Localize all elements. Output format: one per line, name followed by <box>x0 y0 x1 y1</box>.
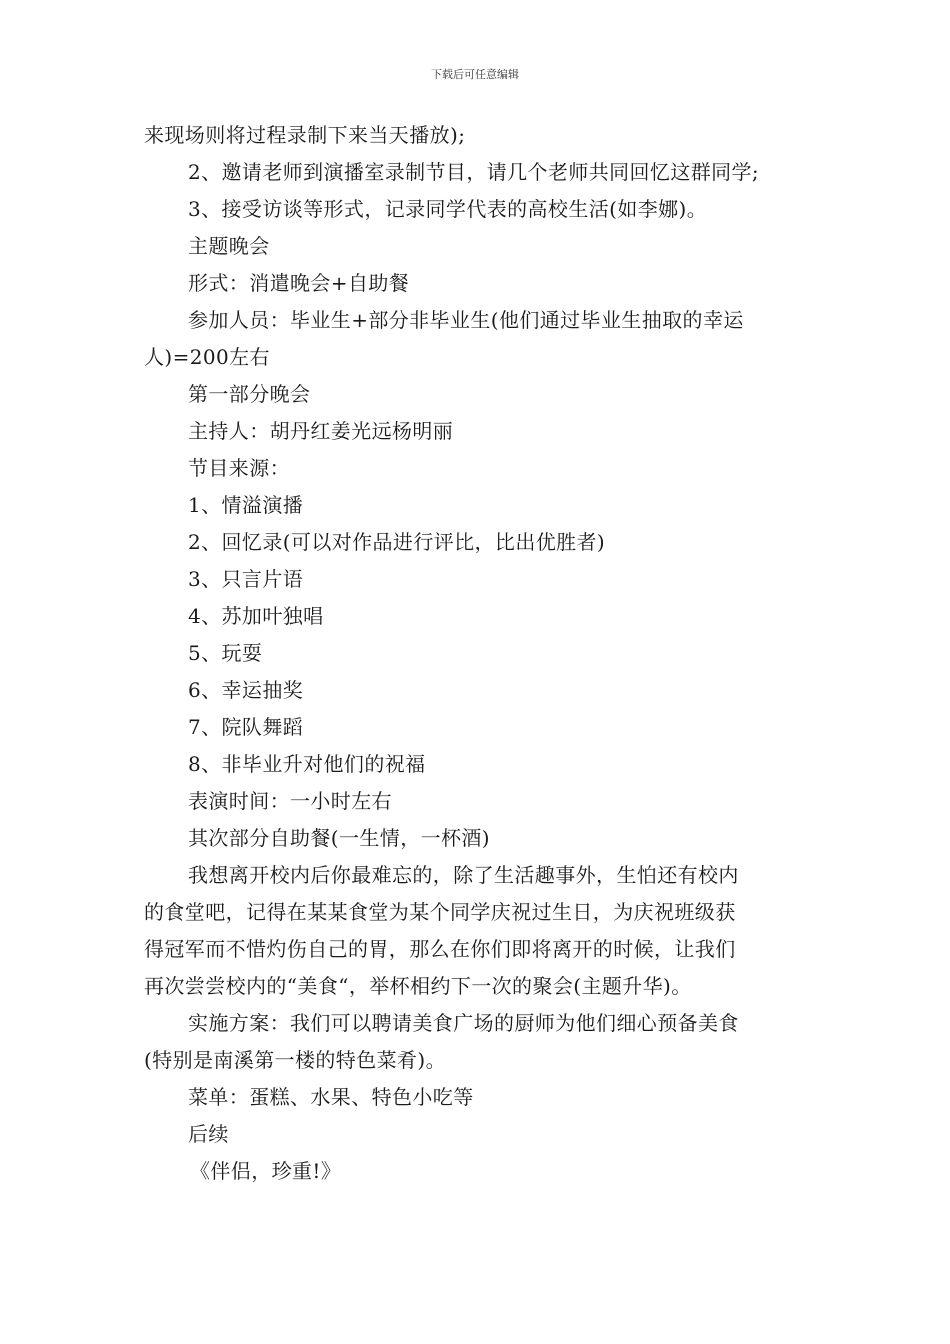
text-line: 主题晚会 <box>188 234 270 258</box>
text-line: 实施方案：我们可以聘请美食广场的厨师为他们细心预备美食 <box>188 1011 739 1035</box>
text-line: 3、只言片语 <box>188 567 304 591</box>
text-line: 主持人：胡丹红姜光远杨明丽 <box>188 419 454 443</box>
text-line: 《伴侣，珍重!》 <box>190 1159 342 1183</box>
text-line: 2、邀请老师到演播室录制节目，请几个老师共同回忆这群同学; <box>188 160 760 184</box>
text-line: 1、情溢演播 <box>188 493 304 517</box>
text-line: 形式：消遣晚会+自助餐 <box>188 271 410 295</box>
text-line: 我想离开校内后你最难忘的，除了生活趣事外，生怕还有校内 <box>188 863 739 887</box>
text-line: 得冠军而不惜灼伤自己的胃，那么在你们即将离开的时候，让我们 <box>144 937 736 961</box>
document-body <box>144 117 812 1190</box>
text-line: 8、非毕业升对他们的祝福 <box>188 752 426 776</box>
text-line: 节目来源： <box>188 456 290 480</box>
text-line: 参加人员：毕业生+部分非毕业生(他们通过毕业生抽取的幸运 <box>188 308 744 332</box>
text-line: 4、苏加叶独唱 <box>188 604 324 628</box>
text-line: 来现场则将过程录制下来当天播放); <box>144 123 466 147</box>
text-line: 7、院队舞蹈 <box>188 715 304 739</box>
text-line: (特别是南溪第一楼的特色菜肴)。 <box>144 1048 447 1072</box>
text-line: 6、幸运抽奖 <box>188 678 304 702</box>
text-line: 菜单：蛋糕、水果、特色小吃等 <box>188 1085 474 1109</box>
text-line: 5、玩耍 <box>188 641 263 665</box>
text-line: 3、接受访谈等形式，记录同学代表的高校生活(如李娜)。 <box>188 197 708 221</box>
text-line: 其次部分自助餐(一生情，一杯酒) <box>188 826 491 850</box>
text-line: 的食堂吧，记得在某某食堂为某个同学庆祝过生日，为庆祝班级获 <box>144 900 736 924</box>
text-line: 人)=200左右 <box>144 345 270 369</box>
text-line: 2、回忆录(可以对作品进行评比，比出优胜者) <box>188 530 606 554</box>
text-line: 再次尝尝校内的“美食“，举杯相约下一次的聚会(主题升华)。 <box>144 974 692 998</box>
text-line: 第一部分晚会 <box>188 382 311 406</box>
page-header: 下载后可任意编辑 <box>431 68 519 81</box>
text-line: 后续 <box>188 1122 229 1146</box>
text-line: 表演时间：一小时左右 <box>188 789 392 813</box>
